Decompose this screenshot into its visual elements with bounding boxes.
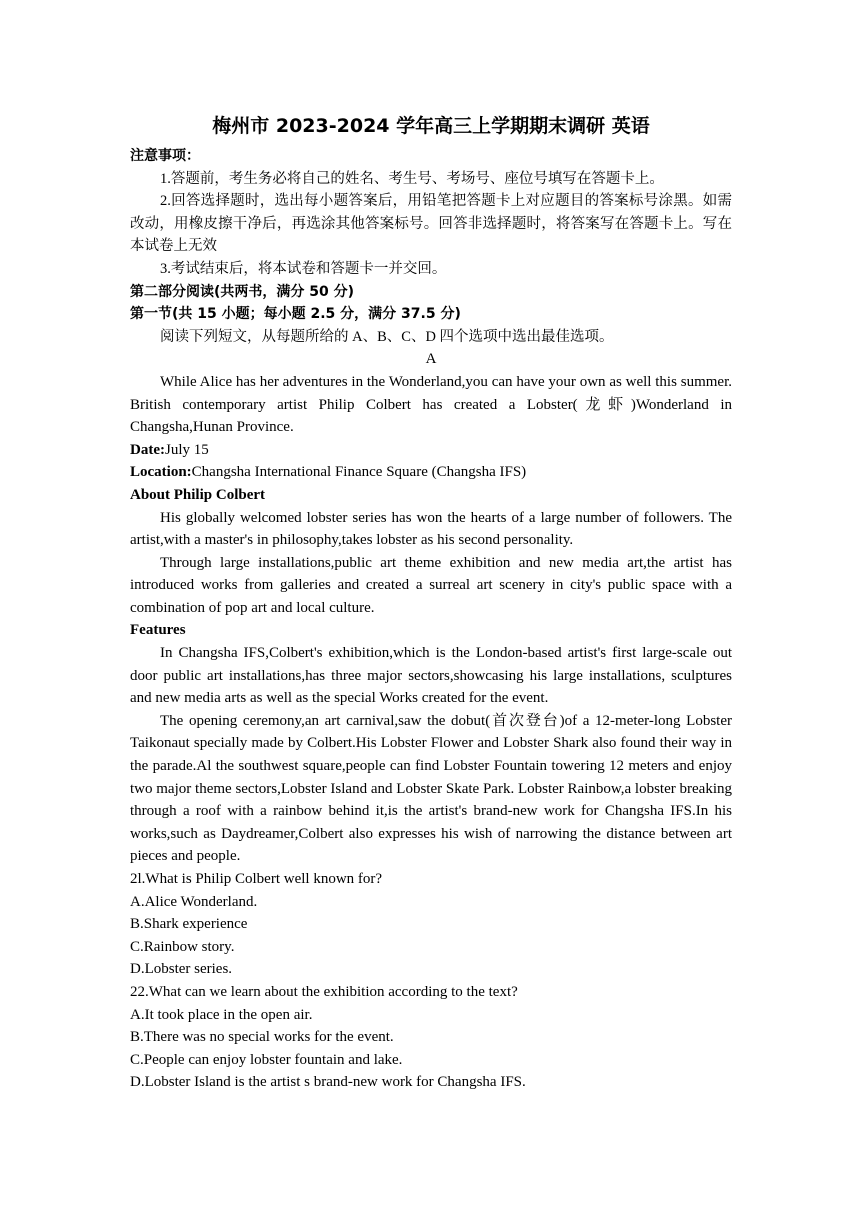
location-row [130,461,732,484]
question-21-stem: 2l.What is Philip Colbert well known for? [130,871,383,887]
question-21-option-a: A.Alice Wonderland. [130,893,258,910]
question-22-option-b: B.There was no special works for the event. [130,1029,394,1046]
question-21-option-c: C.Rainbow story. [130,938,235,955]
notice-item-3: 3.考试结束后，将本试卷和答题卡一并交回。 [160,260,447,277]
date-value: July 15 [164,441,209,458]
section-heading: 第一节(共 15 小题；每小题 2.5 分，满分 37.5 分) [130,306,461,323]
exam-page [130,112,732,1094]
notice-item-2: 2.回答选择题时，选出每小题答案后，用铅笔把答题卡上对应题目的答案标号涂黑。如需改动，用橡皮擦干净后，再选涂其他答案标号。回答非选择题时，将答案写在答题卡上。写在本试卷上无效 [130,193,732,255]
question-21-option-b: B.Shark experience [130,916,248,933]
about-paragraph-2: Through large installations,public art theme exhibition and new media art,the artist has introduced works from galleries and created a surreal art scenery in city's public space with a combination of pop art and local culture. [130,554,732,616]
question-22-option-a: A.It took place in the open air. [130,1006,313,1023]
question-22-stem: 22.What can we learn about the exhibition according to the text? [130,983,518,1000]
location-value: Changsha International Finance Square (Changsha IFS) [191,464,527,481]
question-22-option-d: D.Lobster Island is the artist s brand-new work for Changsha IFS. [130,1074,526,1091]
features-paragraph-2: The opening ceremony,an art carnival,saw the dobut(首次登台)of a 12-meter-long Lobster Taikonaut specially made by Colbert.His Lobster Flower and Lobster Shark also found their way in the parade.Al the southwest square,people can find Lobster Fountain towering 12 meters and enjoy two major theme sectors,Lobster Island and Lobster Skate Park. Lobster Rainbow,a lobster breaking through a roof with a rainbow behind it,is the artist's brand-new work for Changsha IFS.In his works,such as Daydreamer,Colbert also expresses his wish of narrowing the distance between art pieces and people. [130,712,732,865]
location-label: Location: [130,464,192,481]
passage-label: A [425,351,437,368]
about-paragraph-1: His globally welcomed lobster series has won the hearts of a large number of followers. The artist,with a master's in philosophy,takes lobster as his second personality. [130,509,732,549]
notice-heading: 注意事项： [130,148,200,164]
passage-intro: While Alice has her adventures in the Wonderland,you can have your own as well this summer. British contemporary artist Philip Colbert has created a Lobster(龙虾)Wonderland in Changsha,Hunan Province. [130,373,732,436]
date-row [130,439,732,462]
question-21-option-d: D.Lobster series. [130,961,233,978]
features-paragraph-1: In Changsha IFS,Colbert's exhibition,which is the London-based artist's first large-scale out door public art installations,has three major sectors,showcasing his large installations, sculptures and new media arts as well as the special Works created for the event. [130,645,732,707]
about-heading: About Philip Colbert [130,486,266,503]
notice-item-1: 1.答题前，考生务必将自己的姓名、考生号、考场号、座位号填写在答题卡上。 [160,170,664,187]
exam-title: 梅州市 2023-2024 学年高三上学期期末调研 英语 [212,115,650,137]
part-heading: 第二部分阅读(共两书，满分 50 分) [130,283,355,300]
date-label: Date: [130,441,165,458]
section-instruction: 阅读下列短文，从每题所给的 A、B、C、D 四个选项中选出最佳选项。 [160,328,614,345]
question-22-option-c: C.People can enjoy lobster fountain and lake. [130,1051,403,1068]
features-heading: Features [130,622,186,639]
